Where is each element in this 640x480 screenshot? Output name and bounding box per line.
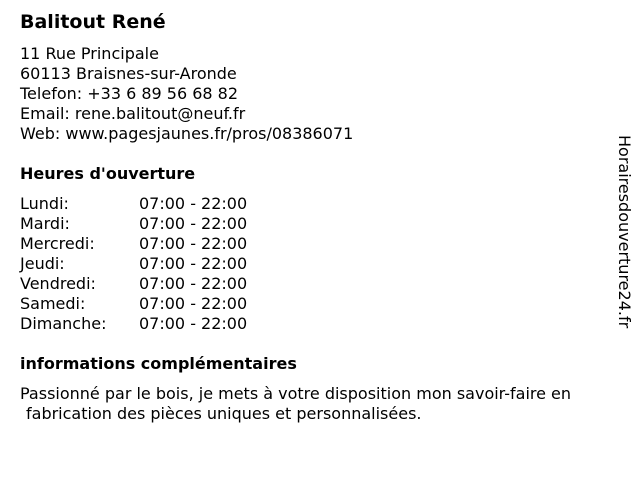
day-label: Dimanche: [20,314,107,333]
hours-row [20,254,247,274]
hours-row [20,314,247,334]
time-range: 07:00 - 22:00 [139,214,248,233]
contact-block [20,44,610,144]
phone-number: Telefon: +33 6 89 56 68 82 [20,84,239,103]
city-address: 60113 Braisnes-sur-Aronde [20,64,237,83]
business-card [20,10,610,424]
business-name: Balitout René [20,11,166,33]
hours-row [20,194,247,214]
hours-row [20,274,247,294]
hours-row [20,234,247,254]
day-label: Jeudi: [20,254,65,273]
info-line: fabrication des pièces uniques et personnalisées. [26,404,422,423]
day-label: Mercredi: [20,234,95,253]
time-range: 07:00 - 22:00 [139,234,248,253]
time-range: 07:00 - 22:00 [139,254,248,273]
day-label: Mardi: [20,214,70,233]
additional-info-text [20,384,610,424]
opening-hours-table [20,194,247,334]
additional-info-heading: informations complémentaires [20,354,297,373]
time-range: 07:00 - 22:00 [139,294,248,313]
opening-hours-heading: Heures d'ouverture [20,164,196,183]
time-range: 07:00 - 22:00 [139,274,248,293]
street-address: 11 Rue Principale [20,44,159,63]
day-label: Lundi: [20,194,69,213]
email-address: Email: rene.balitout@neuf.fr [20,104,246,123]
day-label: Vendredi: [20,274,96,293]
website-address: Web: www.pagesjaunes.fr/pros/08386071 [20,124,354,143]
day-label: Samedi: [20,294,86,313]
info-line: Passionné par le bois, je mets à votre disposition mon savoir-faire en [20,384,572,403]
time-range: 07:00 - 22:00 [139,314,248,333]
hours-row [20,294,247,314]
hours-row [20,214,247,234]
site-watermark: Horairesdouverture24.fr [615,135,634,329]
time-range: 07:00 - 22:00 [139,194,248,213]
